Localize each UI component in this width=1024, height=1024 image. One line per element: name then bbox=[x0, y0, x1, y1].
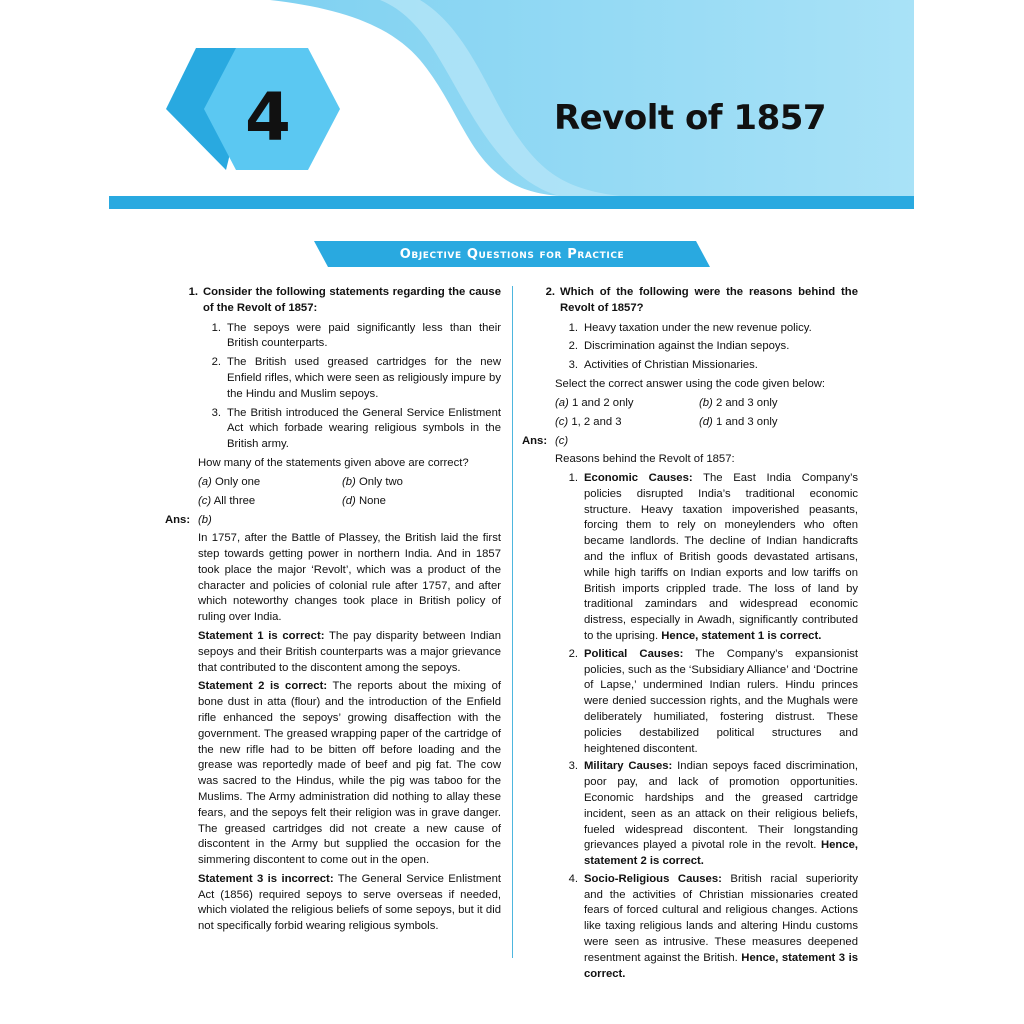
question-stem bbox=[165, 285, 501, 317]
explanation-statement-1: Statement 1 is correct: The pay disparity between Indian sepoys and their British counterparts was a major grievance that contributed to the discontent among the sepoys. bbox=[198, 629, 501, 674]
explanation-statement-3: Statement 3 is incorrect: The General Service Enlistment Act (1856) required sepoys to serve overseas if needed, which violated the religious beliefs of some sepoys, but it did not specifically forbid wearing religious symbols. bbox=[198, 872, 501, 933]
statement-item: 2. Discrimination against the Indian sepoys. bbox=[568, 340, 790, 353]
question-number: 1. bbox=[188, 286, 198, 298]
option-a: (a) 1 and 2 only bbox=[555, 396, 634, 409]
option-d: (d) 1 and 3 only bbox=[699, 415, 778, 428]
answer-value: (b) bbox=[198, 514, 212, 527]
question-text: Which of the following were the reasons behind the Revolt of 1857? bbox=[560, 286, 858, 314]
option-a: (a) Only one bbox=[198, 475, 261, 488]
question-prompt: How many of the statements given above are correct? bbox=[198, 456, 469, 469]
question-number: 2. bbox=[545, 286, 555, 298]
question-2 bbox=[522, 285, 858, 984]
reason-item: 1. Economic Causes: The East India Company’s policies disrupted India’s traditional economic structure. Heavy taxation impoverished peasants, forcing them to rely on moneylenders who often became landlords. The decline of Indian handicrafts and the influx of British goods devastated artisans, while high tariffs on Indian exports and low tariffs on British imports crippled trade. The loss of land by traditional zamindars and widespread economic distress, especially in Awadh, significantly contributed to the uprising. Hence, statement 1 is correct. bbox=[568, 471, 858, 642]
section-banner: Objective Questions for Practice bbox=[399, 247, 625, 262]
chapter-number: 4 bbox=[245, 79, 291, 156]
answer-options bbox=[522, 396, 858, 431]
statement-item: 3. Activities of Christian Missionaries. bbox=[568, 359, 758, 372]
answer-label: Ans: bbox=[165, 514, 191, 527]
option-d: (d) None bbox=[342, 494, 386, 507]
explanation-intro: Reasons behind the Revolt of 1857: bbox=[555, 453, 735, 466]
answer-value: (c) bbox=[555, 435, 569, 448]
chapter-title: Revolt of 1857 bbox=[553, 98, 827, 138]
column-divider bbox=[512, 286, 513, 958]
answer-line bbox=[165, 513, 501, 529]
reason-item: 2. Political Causes: The Company’s expansionist policies, such as the ‘Subsidiary Alliance’ and ‘Doctrine of Lapse,’ undermined Indian rulers. Hindu princes were denied succession rights, and the Mughals were deliberately humiliated, fostering distrust. These policies destabilized political structures and heightened discontent. bbox=[568, 647, 858, 755]
reason-item: 3. Military Causes: Indian sepoys faced discrimination, poor pay, and lack of promotion opportunities. Economic hardships and the greased cartridge incident, seen as an attack on their religious beliefs, fueled widespread discontent. Their longstanding grievances played a pivotal role in the revolt. Hence, statement 2 is correct. bbox=[568, 760, 858, 868]
statement-item: 2. The British used greased cartridges for the new Enfield rifles, which were seen as religiously impure by the Hindu and Muslim sepoys. bbox=[211, 356, 501, 400]
question-text: Consider the following statements regarding the cause of the Revolt of 1857: bbox=[203, 286, 501, 314]
answer-label: Ans: bbox=[522, 435, 548, 448]
option-c: (c) 1, 2 and 3 bbox=[555, 415, 622, 428]
option-b: (b) Only two bbox=[342, 475, 403, 488]
answer-line bbox=[522, 434, 858, 450]
reason-item: 4. Socio-Religious Causes: British racial superiority and the activities of Christian missionaries created fears of forced cultural and religious changes. Actions like taxing religious lands and altering Hindu customs were seen as intrusive. These measures deepened resentment against the British. Hence, statement 3 is correct. bbox=[568, 872, 858, 980]
question-prompt: Select the correct answer using the code given below: bbox=[555, 377, 826, 390]
statement-item: 1. Heavy taxation under the new revenue policy. bbox=[568, 321, 812, 334]
explanation-intro: In 1757, after the Battle of Plassey, the British laid the first step towards getting power in northern India. And in 1857 took place the major ‘Revolt’, which was a product of the character and policies of colonial rule after 1757, and after which noteworthy changes took place in British policy of ruling over India. bbox=[198, 532, 501, 624]
chapter-header-graphic bbox=[0, 0, 1024, 215]
question-1 bbox=[165, 285, 501, 938]
statement-item: 3. The British introduced the General Service Enlistment Act which forbade wearing religious symbols in the British army. bbox=[211, 406, 501, 451]
explanation-statement-2: Statement 2 is correct: The reports about the mixing of bone dust in atta (flour) and the introduction of the Enfield rifle enhanced the sepoys’ growing disaffection with the government. The greased wrapping paper of the cartridge of the new rifle had to be bitten off before loading and the grease was reportedly made of beef and pig fat. The cow was sacred to the Hindus, while the pig was taboo for the Muslims. The Army administration did nothing to allay these fears, and the sepoys felt their religion was in grave danger. The greased cartridges did not create a new cause of discontent in the Army but supplied the occasion for the simmering discontent to come out in the open. bbox=[198, 680, 501, 867]
option-b: (b) 2 and 3 only bbox=[699, 396, 778, 409]
option-c: (c) All three bbox=[198, 494, 256, 507]
statement-item: 1. The sepoys were paid significantly less than their British counterparts. bbox=[211, 321, 501, 350]
answer-options bbox=[165, 475, 501, 510]
question-stem bbox=[522, 285, 858, 317]
